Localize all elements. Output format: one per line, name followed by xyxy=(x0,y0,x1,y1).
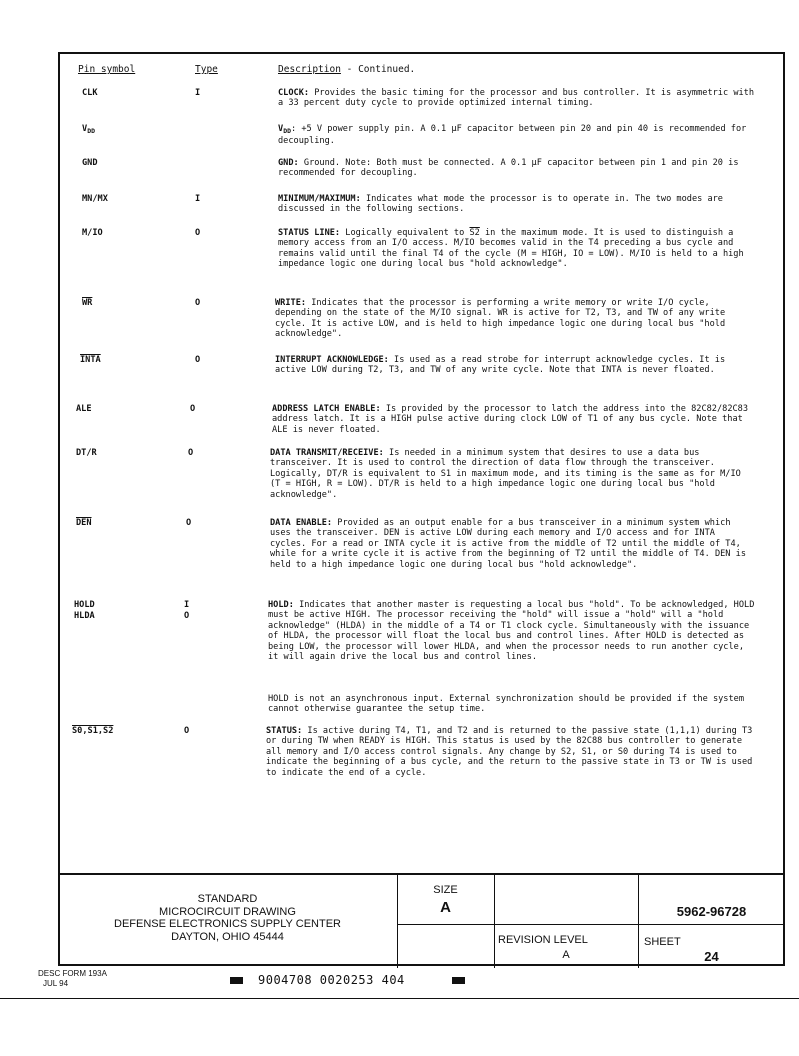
pin-description xyxy=(275,298,757,340)
pin-symbol: CLK xyxy=(82,88,98,98)
pin-type: O xyxy=(195,298,201,308)
barcode-mark-left xyxy=(230,977,243,984)
pin-symbol: $\overline{WR}$ xyxy=(82,298,93,308)
pin-type-2: O xyxy=(184,611,190,621)
pin-type: O xyxy=(190,404,196,414)
pin-text: Indicates that another master is requesting a local bus "hold". To be acknowledged, HOLD must be active HIGH. The processor receiving the "hold" will issue a "hold" will a "hold acknowledge" (HLDA) in the middle of a T4 or T1 clock cycle. Simultaneously with the issuance of HLDA, the processor will float the local bus and control lines. After HOLD is detected as being LOW, the processor will lower HLDA, and when the processor needs to run another cycle, it will again drive the local bus and control lines. xyxy=(268,600,755,663)
pin-symbol: $V_{DD}$ xyxy=(82,124,96,135)
pin-label: INTERRUPT ACKNOWLEDGE: xyxy=(275,355,389,365)
pin-label: STATUS LINE: xyxy=(278,228,341,238)
pin-type: O xyxy=(195,228,201,238)
pin-text: Is used as a read strobe for interrupt acknowledge cycles. It is active LOW during T2, T3, and TW of any write cycle. Note that INTA is never floated. xyxy=(275,355,726,376)
pin-symbol-2: HLDA xyxy=(74,611,95,621)
pin-label: STATUS: xyxy=(266,726,303,736)
pin-symbol-header: Pin symbol xyxy=(78,64,136,75)
pin-type: O xyxy=(186,518,192,528)
description-header-group xyxy=(278,64,415,75)
pin-description-note: HOLD is not an asynchronous input. External synchronization should be provided if the system cannot otherwise guarantee the setup time. xyxy=(268,694,744,715)
title-block xyxy=(58,873,785,968)
pin-symbol: M/IO xyxy=(82,228,103,238)
pin-symbol: S0,S1,S2 xyxy=(72,726,114,736)
revision-value: A xyxy=(562,949,570,961)
continued-label: - Continued. xyxy=(340,64,416,75)
pin-description xyxy=(268,600,756,662)
sheet-value: 24 xyxy=(704,949,719,964)
pin-description xyxy=(278,124,760,147)
bottom-rule xyxy=(0,998,799,999)
form-number: DESC FORM 193A xyxy=(38,969,107,978)
barcode-mark-right xyxy=(452,977,465,984)
pin-label: WRITE: xyxy=(275,298,307,308)
pin-text: Is provided by the processor to latch the address into the 82C82/82C83 address latch. It is a HIGH pulse active during clock LOW of T1 of any bus cycle. Note that ALE is never floated. xyxy=(272,404,749,435)
pin-text: Indicates what mode the processor is to operate in. The two modes are discussed in the following sections. xyxy=(278,194,723,215)
page-frame xyxy=(58,52,785,966)
pin-label: ADDRESS LATCH ENABLE: xyxy=(272,404,381,414)
pin-text: : +5 V power supply pin. A 0.1 µF capacitor between pin 20 and pin 40 is recommended for decoupling. xyxy=(278,124,747,147)
pin-symbol: HOLD xyxy=(74,600,95,610)
revision-label: REVISION LEVEL xyxy=(498,934,588,946)
pin-type: I xyxy=(184,600,190,610)
pin-type: I xyxy=(195,194,201,204)
pin-description: STATUS LINE: Logically equivalent to S2 in the maximum mode. It is used to distinguish a memory access from an I/O access. M/IO becomes valid in the T4 preceding a bus cycle and remains valid until the final T4 of the cycle (M = HIGH, IO = LOW). M/IO is held to a high impedance logic one during local bus "hold acknowledge". xyxy=(278,228,744,270)
pin-label: GND: xyxy=(278,158,299,168)
pin-type: O xyxy=(188,448,194,458)
pin-symbol: GND xyxy=(82,158,98,168)
pin-symbol: INTA xyxy=(80,355,101,365)
sheet-label: SHEET xyxy=(644,936,681,948)
pin-description xyxy=(270,518,756,570)
pin-description xyxy=(272,404,756,435)
pin-description xyxy=(270,448,752,500)
pin-label: MINIMUM/MAXIMUM: xyxy=(278,194,361,204)
pin-label: DATA ENABLE: xyxy=(270,518,333,528)
pin-symbol: DT/R xyxy=(76,448,97,458)
description-header: Description xyxy=(278,64,341,75)
pin-label: $V_{DD}$ xyxy=(278,124,292,135)
pin-text: Ground. Note: Both must be connected. A 0.1 µF capacitor between pin 1 and pin 20 is recommended for decoupling. xyxy=(278,158,739,179)
size-label: SIZE xyxy=(433,884,458,896)
pin-description xyxy=(278,88,760,109)
form-date: JUL 94 xyxy=(43,979,69,988)
type-header: Type xyxy=(195,64,218,75)
pin-description xyxy=(266,726,756,778)
pin-type: O xyxy=(195,355,201,365)
pin-type: O xyxy=(184,726,190,736)
size-value: A xyxy=(440,899,451,916)
pin-symbol: MN/MX xyxy=(82,194,108,204)
drawing-number: 5962-96728 xyxy=(676,904,747,919)
pin-text: Provided as an output enable for a bus transceiver in a minimum system which uses the transceiver. DEN is active LOW during each memory and I/O access and for INTA cycles. For a read or INTA cycle it is active from the middle of T2 until the middle of T4, while for a write cycle it is active from the beginning of T2 until the middle of T4. DEN is held to a high impedance logic one during local bus "hold acknowledge". xyxy=(270,518,746,570)
pin-text: Is needed in a minimum system that desires to use a data bus transceiver. It is used to control the direction of data flow through the transceiver. Logically, DT/R is equivalent to S1 in maximum mode, and its timing is the same as for M/IO (T = HIGH, R = LOW). DT/R is held to a high impedance logic one during local bus "hold acknowledge". xyxy=(270,448,741,500)
pin-label: CLOCK: xyxy=(278,88,310,98)
pin-description xyxy=(275,355,757,376)
pin-description xyxy=(278,158,760,179)
pin-label: DATA TRANSMIT/RECEIVE: xyxy=(270,448,384,458)
pin-description xyxy=(278,194,760,215)
agency-block: STANDARD MICROCIRCUIT DRAWING DEFENSE ELECTRONICS SUPPLY CENTER DAYTON, OHIO 45444 xyxy=(114,893,341,943)
pin-text: Is active during T4, T1, and T2 and is returned to the passive state (1,1,1) during T3 or during TW when READY is HIGH. This status is used by the 82C88 bus controller to generate all memory and I/O access control signals. Any change by S2, S1, or S0 during T4 is used to indicate the beginning of a bus cycle, and the return to the passive state in T3 or TW is used to indicate the end of a cycle. xyxy=(266,726,753,778)
barcode-number: 9004708 0020253 404 xyxy=(258,973,405,987)
pin-label: HOLD: xyxy=(268,600,294,610)
pin-symbol: ALE xyxy=(76,404,92,414)
pin-text: Indicates that the processor is performing a write memory or write I/O cycle, depending on the state of the M/IO signal. WR is active for T2, T3, and TW of any write cycle. It is active LOW, and is held to high impedance logic one during local bus "hold acknowledge". xyxy=(275,298,726,340)
pin-symbol: $\overline{DEN}$ xyxy=(76,518,92,528)
pin-type: I xyxy=(195,88,201,98)
pin-text: Provides the basic timing for the processor and bus controller. It is asymmetric with a 33 percent duty cycle to provide optimized internal timing. xyxy=(278,88,755,109)
